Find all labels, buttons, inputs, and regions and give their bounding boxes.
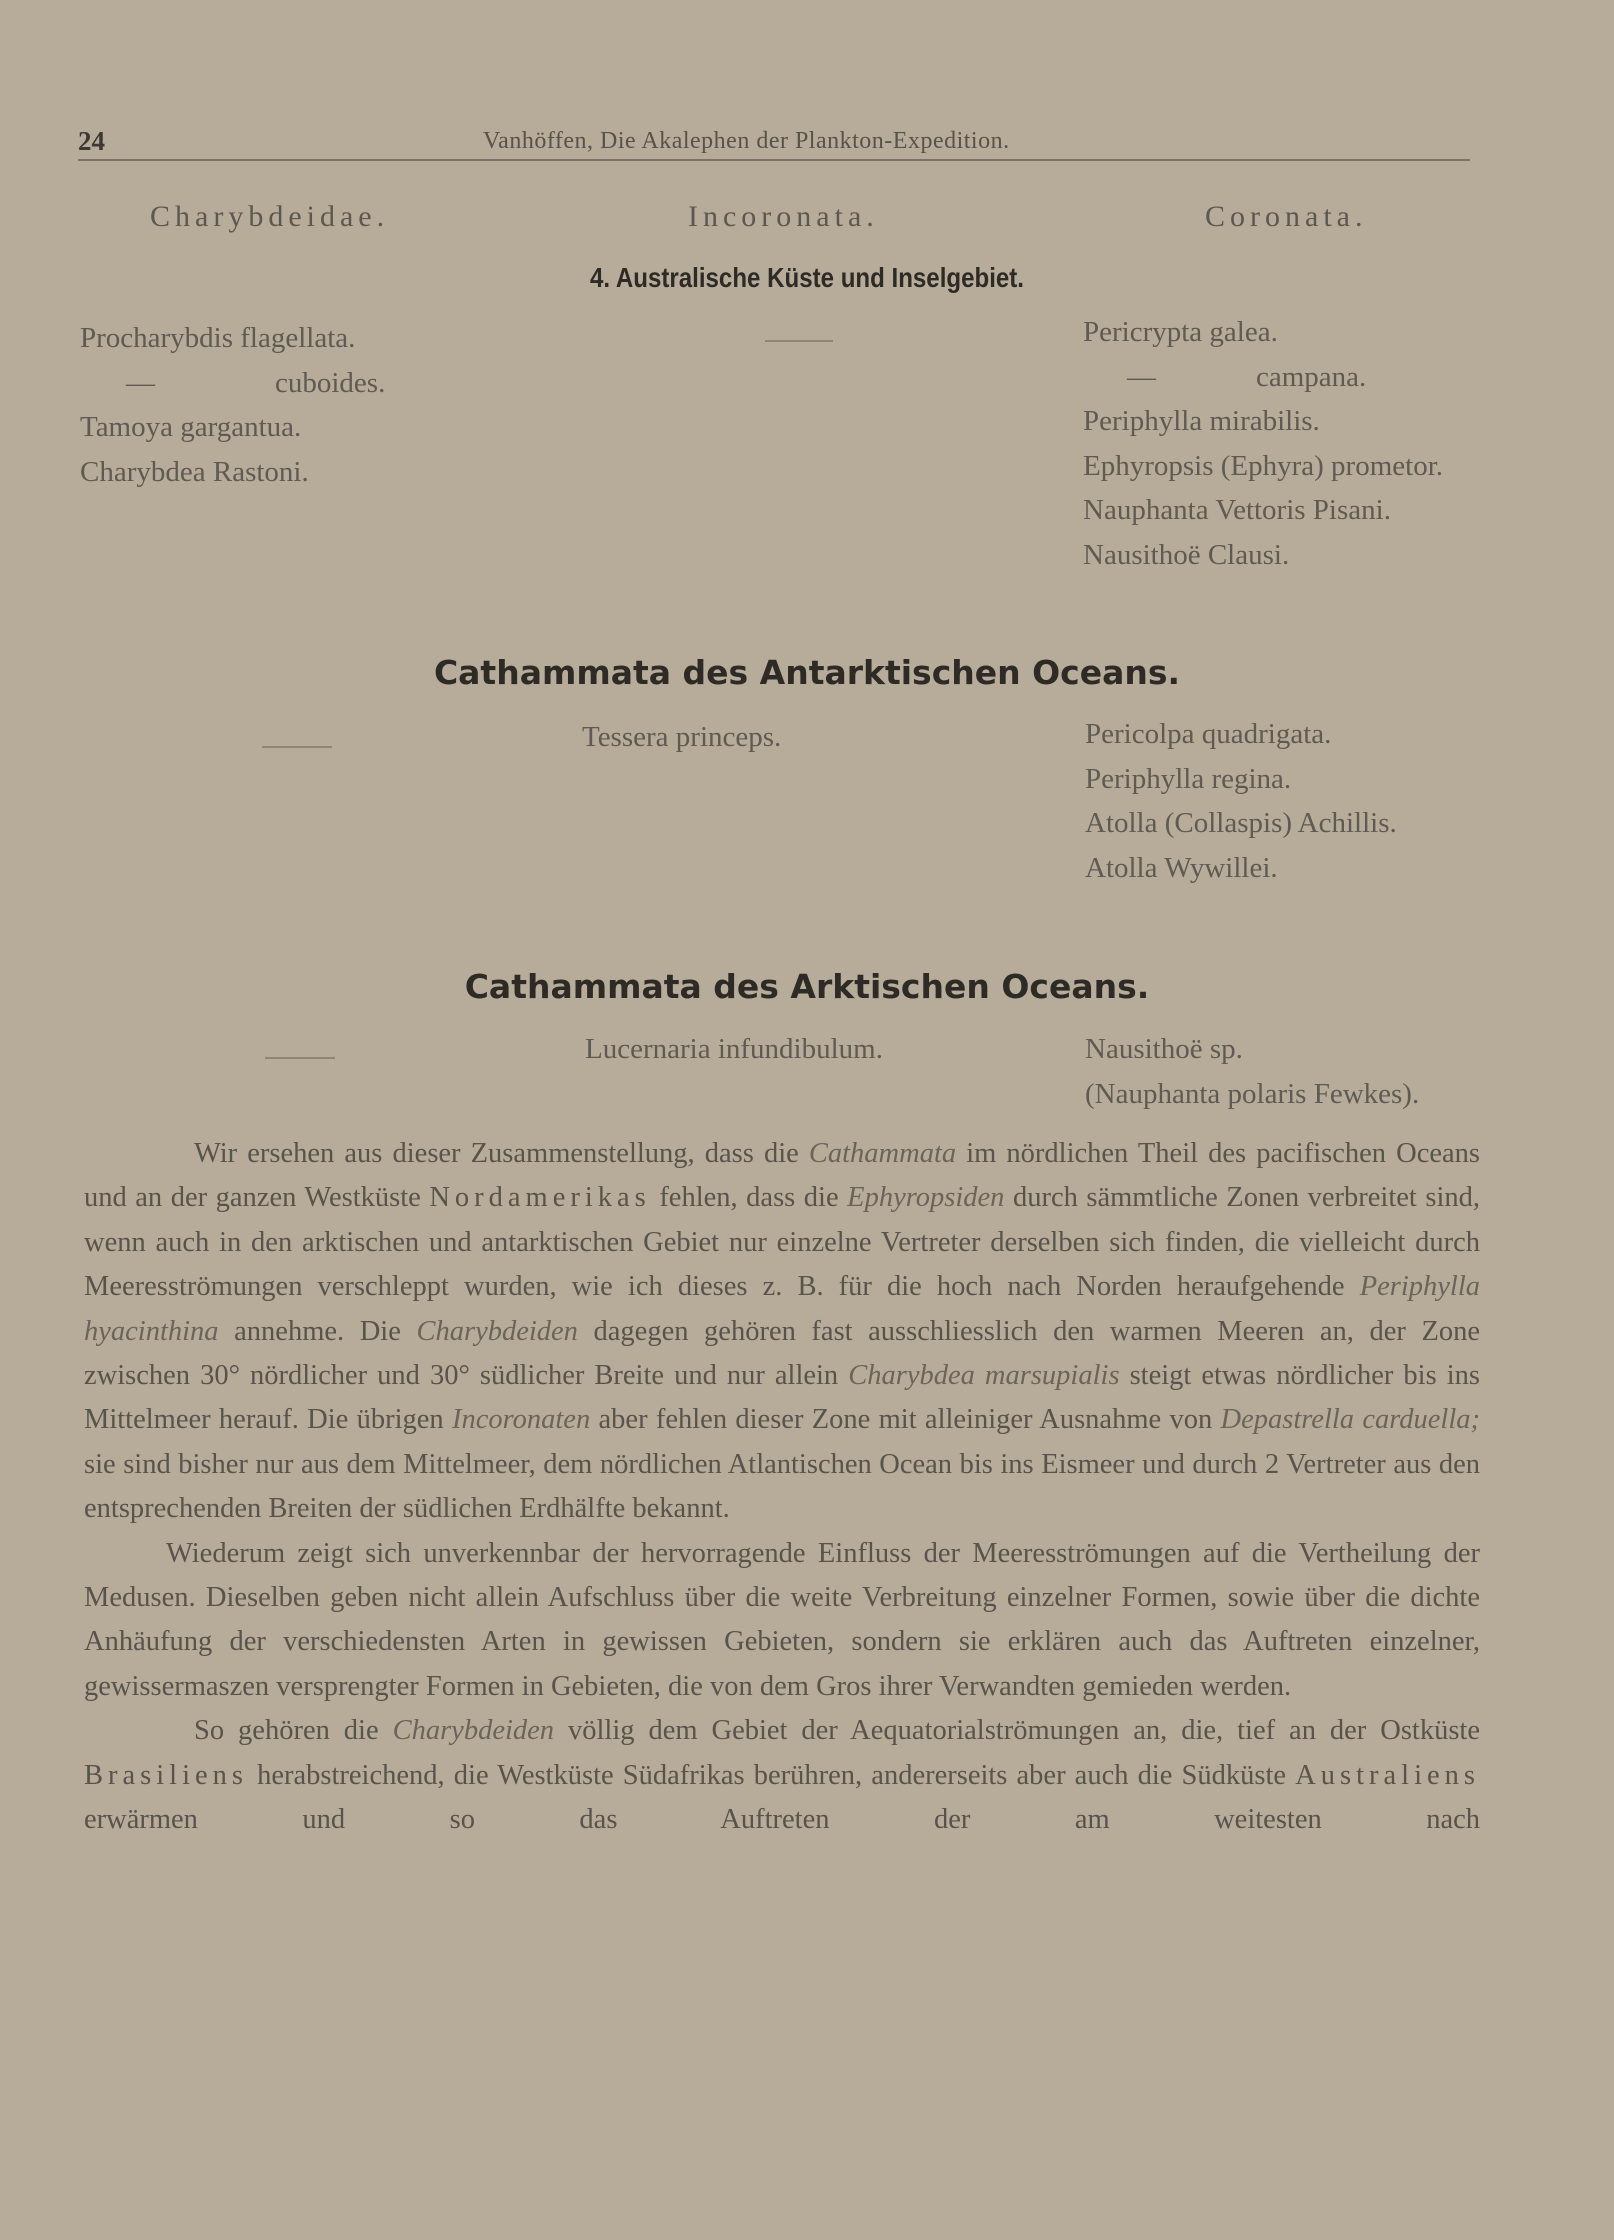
empty-entry-dash xyxy=(765,340,833,342)
list-item: Periphylla regina. xyxy=(1085,762,1292,795)
section3-coronata-list xyxy=(1085,1027,1419,1116)
list-item: Pericolpa quadrigata. xyxy=(1085,718,1332,750)
section-title-antarctic: Cathammata des Antarktischen Oceans. xyxy=(433,653,1181,692)
list-item: — cuboides. xyxy=(126,366,386,399)
list-item: Nauphanta Vettoris Pisani. xyxy=(1083,494,1391,526)
list-item: Ephyropsis (Ephyra) prometor. xyxy=(1083,449,1444,482)
list-item: Atolla Wywillei. xyxy=(1085,851,1278,884)
section2-incoronata-list xyxy=(582,715,781,760)
column-heading-charybdeidae: Charybdeidae. xyxy=(150,200,390,233)
column-heading-coronata: Coronata. xyxy=(1205,200,1368,233)
section-title-arctic: Cathammata des Arktischen Oceans. xyxy=(464,967,1150,1006)
list-item: Nausithoë Clausi. xyxy=(1083,538,1290,571)
list-item: Procharybdis flagellata. xyxy=(80,322,356,354)
section-title-australia: 4. Australische Küste und Inselgebiet. xyxy=(589,262,1025,293)
list-item: Lucernaria infundibulum. xyxy=(585,1033,883,1065)
section1-coronata-list xyxy=(1083,310,1443,577)
list-item: Tamoya gargantua. xyxy=(80,411,302,443)
list-item: — campana. xyxy=(1127,360,1367,393)
list-item: Periphylla mirabilis. xyxy=(1083,405,1320,437)
section1-charybdeidae-list xyxy=(80,316,385,494)
section3-incoronata-list xyxy=(585,1027,883,1072)
list-item: Tessera princeps. xyxy=(582,721,782,753)
body-text xyxy=(84,1132,1480,1843)
empty-entry-dash xyxy=(265,1057,335,1059)
list-item: Nausithoë sp. xyxy=(1085,1033,1243,1065)
running-title: Vanhöffen, Die Akalephen der Plankton-Expedition. xyxy=(483,128,1010,154)
ditto-dash: — xyxy=(126,366,155,399)
paragraph-3: So gehören die Charybdeiden völlig dem Gebiet der Aequatorialströmungen an, die, tief an der Ostküste Brasiliens herabstreichend, die Westküste Südafrikas berühren, andererseits aber auch die Südküste Australiens erwärmen und so das Auftreten der am weitesten nach xyxy=(84,1715,1480,1836)
list-item: Atolla (Collaspis) Achillis. xyxy=(1085,807,1397,839)
list-item: Pericrypta galea. xyxy=(1083,316,1278,348)
column-heading-incoronata: Incoronata. xyxy=(688,200,879,233)
paragraph-2: Wiederum zeigt sich unverkennbar der hervorragende Einfluss der Meeresströmungen auf die Vertheilung der Medusen. Dieselben geben nicht allein Aufschluss über die weite Verbreitung einzelner Formen, sowie über die dichte Anhäufung der verschiedensten Arten in gewissen Gebieten, sondern sie erklären auch das Auftreten einzelner, gewissermaszen versprengter Formen in Gebieten, die von dem Gros ihrer Verwandten gemieden werden. xyxy=(84,1537,1480,1702)
empty-entry-dash xyxy=(262,746,332,748)
list-item: Charybdea Rastoni. xyxy=(80,455,309,488)
list-item: (Nauphanta polaris Fewkes). xyxy=(1085,1077,1420,1110)
header-rule xyxy=(78,159,1470,161)
paragraph-1: Wir ersehen aus dieser Zusammenstellung, dass die Cathammata im nördlichen Theil des pacifischen Oceans und an der ganzen Westküste Nordamerikas fehlen, dass die Ephyropsiden durch sämmtliche Zonen verbreitet sind, wenn auch in den arktischen und antarktischen Gebiet nur einzelne Vertreter derselben sich finden, die vielleicht durch Meeresströmungen verschleppt wurden, wie ich dieses z. B. für die hoch nach Norden heraufgehende Periphylla hyacinthina annehme. Die Charybdeiden dagegen gehören fast ausschliesslich den warmen Meeren an, der Zone zwischen 30° nördlicher und 30° südlicher Breite und nur allein Charybdea marsupialis steigt etwas nördlicher bis ins Mittelmeer herauf. Die übrigen Incoronaten aber fehlen dieser Zone mit alleiniger Ausnahme von Depastrella carduella; sie sind bisher nur aus dem Mittelmeer, dem nördlichen Atlantischen Ocean bis ins Eismeer und durch 2 Vertreter aus den entsprechenden Breiten der südlichen Erdhälfte bekannt. xyxy=(84,1138,1480,1525)
section2-coronata-list xyxy=(1085,712,1397,890)
page-number: 24 xyxy=(78,126,105,156)
